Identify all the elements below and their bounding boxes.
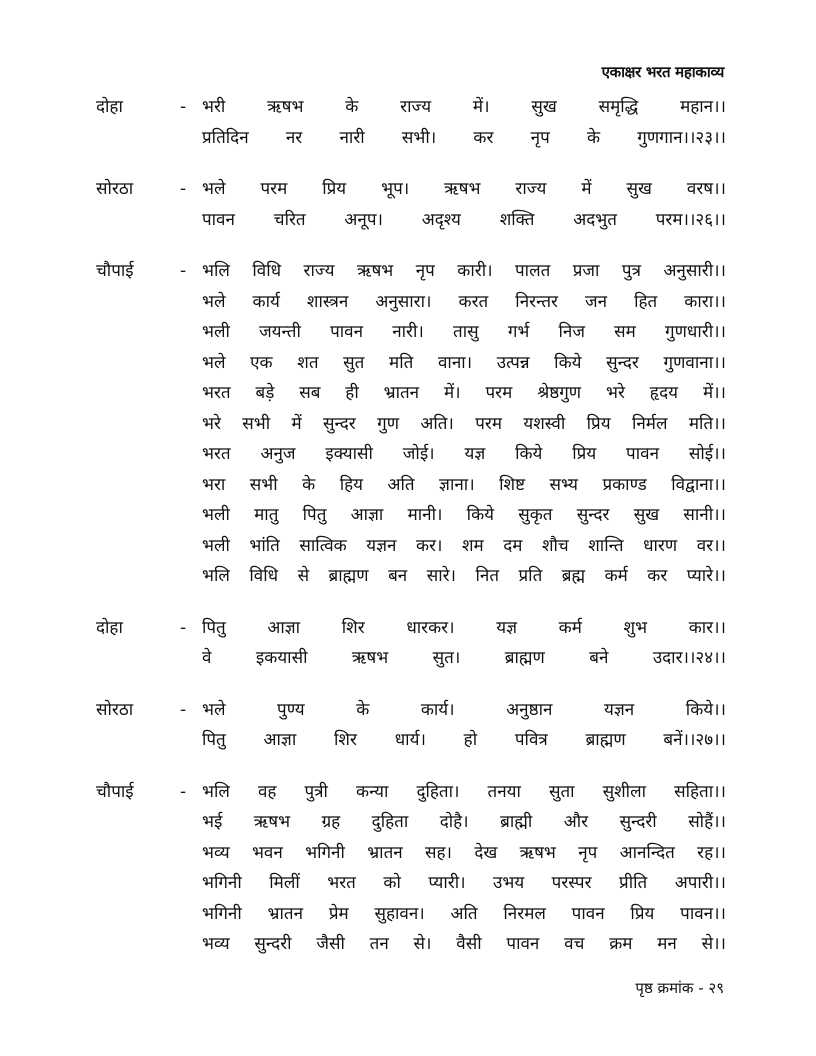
verse-line: भरी ऋषभ के राज्य में। सुख समृद्धि महान।। <box>202 97 726 117</box>
verse-type-label: दोहा <box>96 617 123 638</box>
verse-lines <box>202 613 726 674</box>
verse-line: भलि वह पुत्री कन्या दुहिता। तनया सुता सुशीला सहिता।। <box>202 781 726 802</box>
verse-dash: - <box>180 781 187 802</box>
verse-lines <box>202 695 726 756</box>
verse-section <box>96 256 726 592</box>
verse-line: भरे सभी में सुन्दर गुण अति। परम यशस्वी प्रिय निर्मल मति।। <box>202 413 726 434</box>
verse-line: भरत अनुज इक्यासी जोई। यज्ञ किये प्रिय पावन सोई।। <box>202 444 726 464</box>
verse-type-label: दोहा <box>96 97 123 117</box>
verse-line: भले एक शत सुत मति वाना। उत्पन्न किये सुन्दर गुणवाना।। <box>202 352 726 373</box>
verse-lines <box>202 256 726 592</box>
verse-section <box>96 92 726 153</box>
verse-lines <box>202 777 726 960</box>
verse-line: भले कार्य शास्त्रन अनुसारा। करत निरन्तर जन हित कारा।। <box>202 291 726 312</box>
verse-line: भले परम प्रिय भूप। ऋषभ राज्य में सुख वरष।। <box>202 179 726 199</box>
verse-line: पितु आज्ञा शिर धार्य। हो पवित्र ब्राह्मण बनें।।२७।। <box>202 730 726 750</box>
verse-line: भले पुण्य के कार्य। अनुष्ठान यज्ञन किये।। <box>202 699 726 720</box>
verse-section <box>96 777 726 960</box>
verse-line: भगिनी भ्रातन प्रेम सुहावन। अति निरमल पावन प्रिय पावन।। <box>202 903 726 924</box>
verse-line: भलि विधि राज्य ऋषभ नृप कारी। पालत प्रजा पुत्र अनुसारी।। <box>202 261 726 281</box>
verse-line: वे इकयासी ऋषभ सुत। ब्राह्मण बने उदार।।२४।। <box>202 648 726 668</box>
verse-line: भव्य सुन्दरी जैसी तन से। वैसी पावन वच क्रम मन से।। <box>202 934 726 954</box>
verse-lines <box>202 92 726 153</box>
page-number: पृष्ठ क्रमांक - २९ <box>635 979 724 997</box>
verse-dash: - <box>180 617 187 638</box>
verse-lines <box>202 174 726 235</box>
verse-line: भली मातु पितु आज्ञा मानी। किये सुकृत सुन्दर सुख सानी।। <box>202 505 726 525</box>
verse-line: भगिनी मिलीं भरत को प्यारी। उभय परस्पर प्रीति अपारी।। <box>202 873 726 893</box>
verse-line: भव्य भवन भगिनी भ्रातन सह। देख ऋषभ नृप आनन्दित रह।। <box>202 842 726 863</box>
verse-type-label: सोरठा <box>96 179 134 199</box>
verse-dash: - <box>180 97 187 117</box>
verse-type-label: चौपाई <box>96 781 134 802</box>
verse-type-label: सोरठा <box>96 699 134 720</box>
verse-line: भली जयन्ती पावन नारी। तासु गर्भ निज सम गुणधारी।। <box>202 322 726 342</box>
verse-line: पितु आज्ञा शिर धारकर। यज्ञ कर्म शुभ कार।। <box>202 617 726 638</box>
verse-section <box>96 613 726 674</box>
verse-line: भलि विधि से ब्राह्मण बन सारे। नित प्रति ब्रह्म कर्म कर प्यारे।। <box>202 566 726 586</box>
verse-section <box>96 695 726 756</box>
verse-line: भली भांति सात्विक यज्ञन कर। शम दम शौच शान्ति धारण वर।। <box>202 535 726 556</box>
book-title: एकाक्षर भरत महाकाव्य <box>601 63 724 81</box>
verse-type-label: चौपाई <box>96 261 134 281</box>
verse-line: भरा सभी के हिय अति ज्ञाना। शिष्ट सभ्य प्रकाण्ड विद्वाना।। <box>202 474 726 495</box>
verse-dash: - <box>180 261 187 281</box>
verse-content <box>96 92 726 981</box>
verse-line: भरत बड़े सब ही भ्रातन में। परम श्रेष्ठगुण भरे हृदय में।। <box>202 383 726 403</box>
verse-line: प्रतिदिन नर नारी सभी। कर नृप के गुणगान।।२३।। <box>202 127 726 148</box>
verse-section <box>96 174 726 235</box>
verse-line: पावन चरित अनूप। अदृश्य शक्ति अदभुत परम।।२६।। <box>202 209 726 230</box>
verse-line: भई ऋषभ ग्रह दुहिता दोहै। ब्राह्मी और सुन्दरी सोहैं।। <box>202 812 726 832</box>
verse-dash: - <box>180 179 187 199</box>
verse-dash: - <box>180 699 187 720</box>
